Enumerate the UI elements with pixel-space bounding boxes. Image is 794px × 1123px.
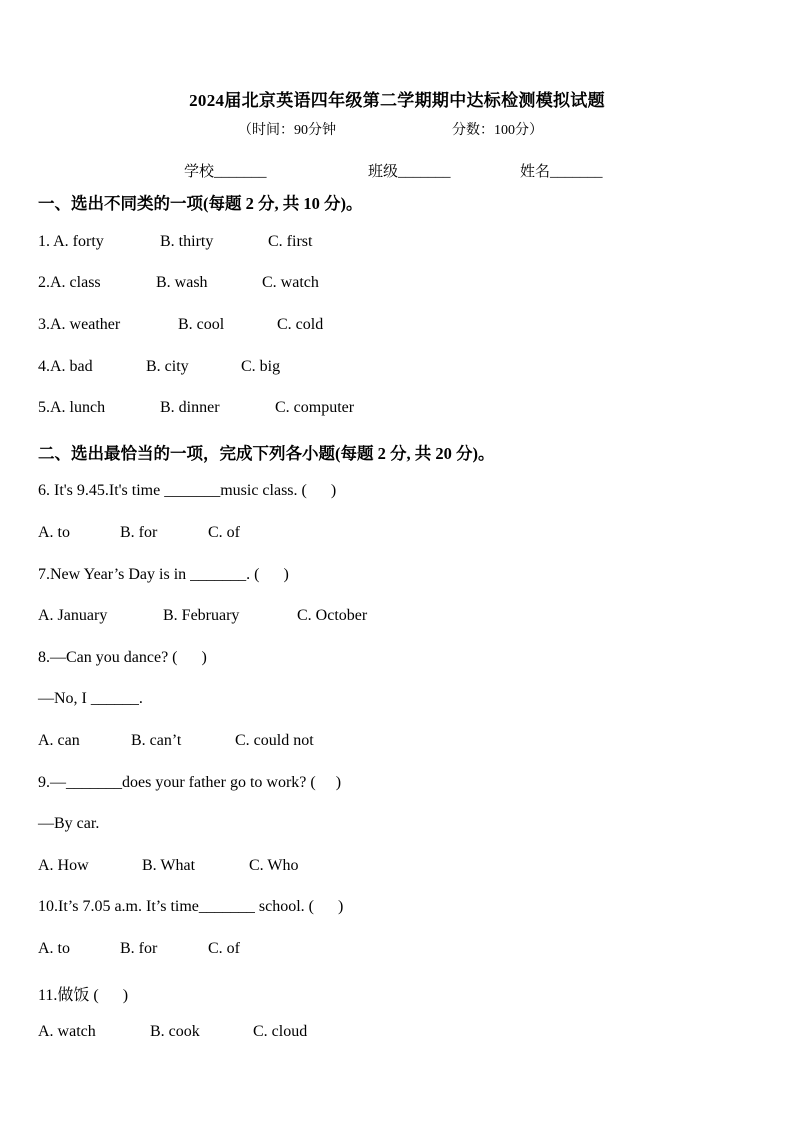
q3-option-c: C. cold [277,316,324,333]
q4-option-c: C. big [241,358,281,375]
q1-option-b: B. thirty [160,233,214,250]
q11-option-b: B. cook [150,1023,200,1040]
q10-option-b: B. for [120,940,158,957]
q8-stem: 8.—Can you dance? ( ) [38,649,207,666]
q4-option-b: B. city [146,358,189,375]
q2-option-b: B. wash [156,274,208,291]
q5-option-a: 5.A. lunch [38,399,106,416]
q7-option-c: C. October [297,607,368,624]
q5-option-c: C. computer [275,399,355,416]
section2-heading: 二、选出最恰当的一项，完成下列各小题(每题 2 分, 共 20 分)。 [38,444,495,463]
q7-stem: 7.New Year’s Day is in _______. ( ) [38,566,289,583]
q6-stem: 6. It's 9.45.It's time _______music class. ( ) [38,482,337,499]
school-field: 学校_______ [184,164,267,180]
q8-option-b: B. can’t [131,732,182,749]
name-field: 姓名_______ [520,164,603,180]
q11-option-c: C. cloud [253,1023,308,1040]
section1-heading: 一、选出不同类的一项(每题 2 分, 共 10 分)。 [38,194,363,213]
q5-option-b: B. dinner [160,399,220,416]
exam-time: （时间：90分钟 [238,123,336,138]
q10-stem: 10.It’s 7.05 a.m. It’s time_______ school. ( ) [38,898,344,915]
q11-option-a: A. watch [38,1023,96,1040]
q10-option-a: A. to [38,940,70,957]
q10-option-c: C. of [208,940,240,957]
q11-stem: 11.做饭 ( ) [38,987,129,1004]
q7-option-a: A. January [38,607,108,624]
q9-stem: 9.—_______does your father go to work? ( ) [38,774,342,791]
q6-option-a: A. to [38,524,70,541]
q9-option-b: B. What [142,857,196,874]
q7-option-b: B. February [163,607,240,624]
q9-option-c: C. Who [249,857,299,874]
q6-option-c: C. of [208,524,240,541]
q2-option-c: C. watch [262,274,319,291]
q8-reply: —No, I ______. [38,690,143,707]
q6-option-b: B. for [120,524,158,541]
q3-option-a: 3.A. weather [38,316,121,333]
q4-option-a: 4.A. bad [38,358,93,375]
exam-score: 分数：100分） [452,123,543,138]
q1-option-c: C. first [268,233,313,250]
page-title: 2024届北京英语四年级第二学期期中达标检测模拟试题 [189,91,605,110]
q2-option-a: 2.A. class [38,274,101,291]
q3-option-b: B. cool [178,316,225,333]
q8-option-c: C. could not [235,732,314,749]
q9-option-a: A. How [38,857,89,874]
q1-option-a: 1. A. forty [38,233,104,250]
q8-option-a: A. can [38,732,80,749]
q9-reply: —By car. [38,815,100,832]
class-field: 班级_______ [368,164,451,180]
